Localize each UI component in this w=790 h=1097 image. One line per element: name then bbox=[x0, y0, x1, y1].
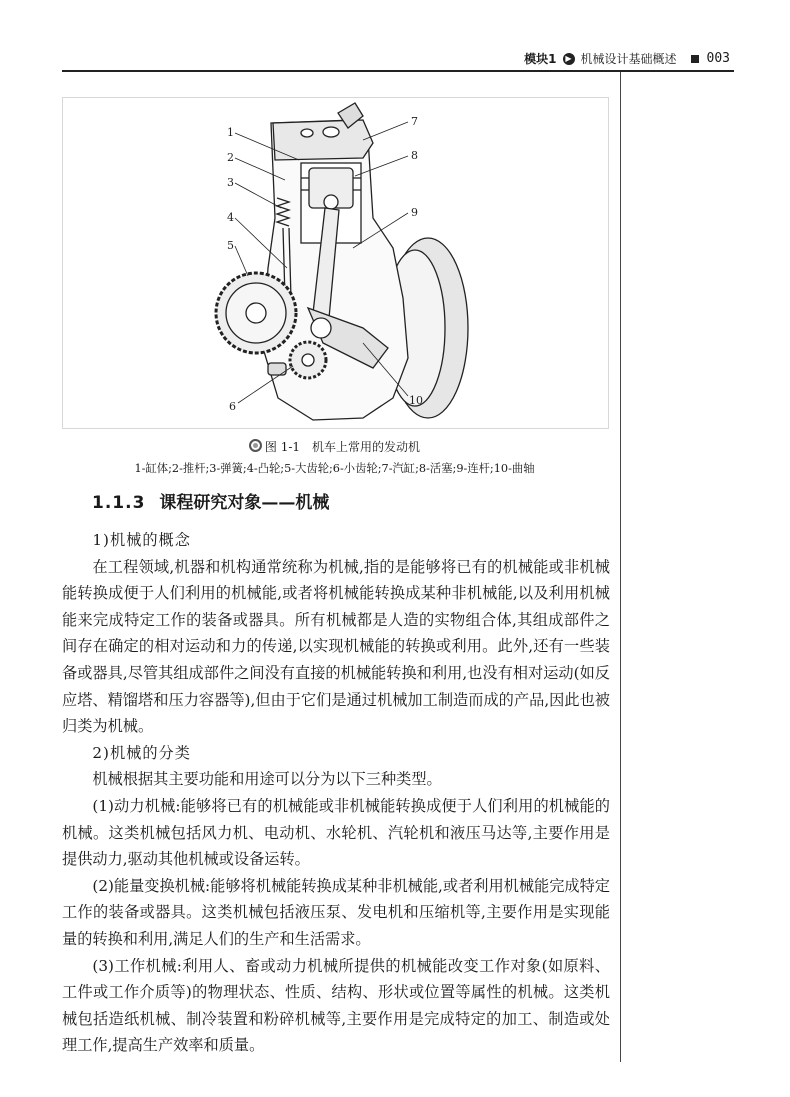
callout-8: 8 bbox=[411, 149, 418, 162]
figure-legend: 1-缸体;2-推杆;3-弹簧;4-凸轮;5-大齿轮;6-小齿轮;7-汽缸;8-活塞;9-连杆;10-曲轴 bbox=[134, 462, 535, 475]
engine-drawing bbox=[63, 98, 608, 428]
body-text bbox=[62, 527, 610, 1059]
callout-9: 9 bbox=[411, 206, 418, 219]
subheading: 1)机械的概念 bbox=[92, 531, 191, 549]
section-number: 1.1.3 bbox=[92, 493, 146, 513]
figure-caption-text: 图 1-1 机车上常用的发动机 bbox=[264, 440, 421, 454]
figure-caption bbox=[62, 438, 607, 455]
subheading: 2)机械的分类 bbox=[92, 743, 191, 762]
paragraph: (1)动力机械:能够将已有的机械能或非机械能转换成便于人们利用的机械能的机械。这类机械包括风力机、电动机、水轮机、汽轮机和液压马达等,主要作用是提供动力,驱动其他机械或设备运转。 bbox=[62, 796, 610, 869]
paragraph: (3)工作机械:利用人、畜或动力机械所提供的机械能改变工作对象(如原料、工件或工作介质等)的物理状态、性质、结构、形状或位置等属性的机械。这类机械包括造纸机械、制冷装置和粉碎机械等,主要作用是完成特定的加工、制造或处理工作,提高生产效率和质量。 bbox=[62, 956, 610, 1055]
callout-4: 4 bbox=[227, 211, 234, 224]
callout-7: 7 bbox=[411, 115, 418, 128]
callout-5: 5 bbox=[227, 239, 234, 252]
header-right bbox=[524, 50, 730, 67]
callout-10: 10 bbox=[409, 394, 423, 407]
section-title-text: 课程研究对象——机械 bbox=[159, 493, 330, 513]
chapter-title: 机械设计基础概述 bbox=[580, 52, 677, 66]
section-heading bbox=[92, 488, 329, 513]
header-rule bbox=[62, 70, 734, 72]
callout-1: 1 bbox=[227, 126, 234, 139]
arrow-right-icon: ▶ bbox=[563, 53, 575, 65]
paragraph: 在工程领域,机器和机构通常统称为机械,指的是能够将已有的机械能或非机械能转换成便于人们利用的机械能,或者将机械能转换成某种非机械能,以及利用机械能来完成特定工作的装备或器具。所有机械都是人造的实物组合体,其组成部件之间存在确定的相对运动和力的传递,以实现机械能的转换或利用。此外,还有一些装备或器具,尽管其组成部件之间没有直接的机械能转换和利用,也没有相对运动(如反应塔、精馏塔和压力容器等),但由于它们是通过机械加工制造而成的产品,因此也被归类为机械。 bbox=[62, 557, 610, 736]
paragraph: 机械根据其主要功能和用途可以分为以下三种类型。 bbox=[92, 770, 442, 789]
target-icon bbox=[249, 439, 262, 452]
square-icon bbox=[691, 55, 699, 63]
engine-figure bbox=[62, 97, 609, 429]
page-number: 003 bbox=[706, 51, 730, 66]
callout-2: 2 bbox=[227, 151, 234, 164]
module-label: 模块1 bbox=[524, 52, 557, 66]
paragraph: (2)能量变换机械:能够将机械能转换成某种非机械能,或者利用机械能完成特定工作的装备或器具。这类机械包括液压泵、发电机和压缩机等,主要作用是实现能量的转换和利用,满足人们的生产和生活需求。 bbox=[62, 876, 610, 948]
callout-3: 3 bbox=[227, 176, 234, 189]
margin-rule bbox=[620, 72, 621, 1062]
callout-6: 6 bbox=[229, 400, 236, 413]
